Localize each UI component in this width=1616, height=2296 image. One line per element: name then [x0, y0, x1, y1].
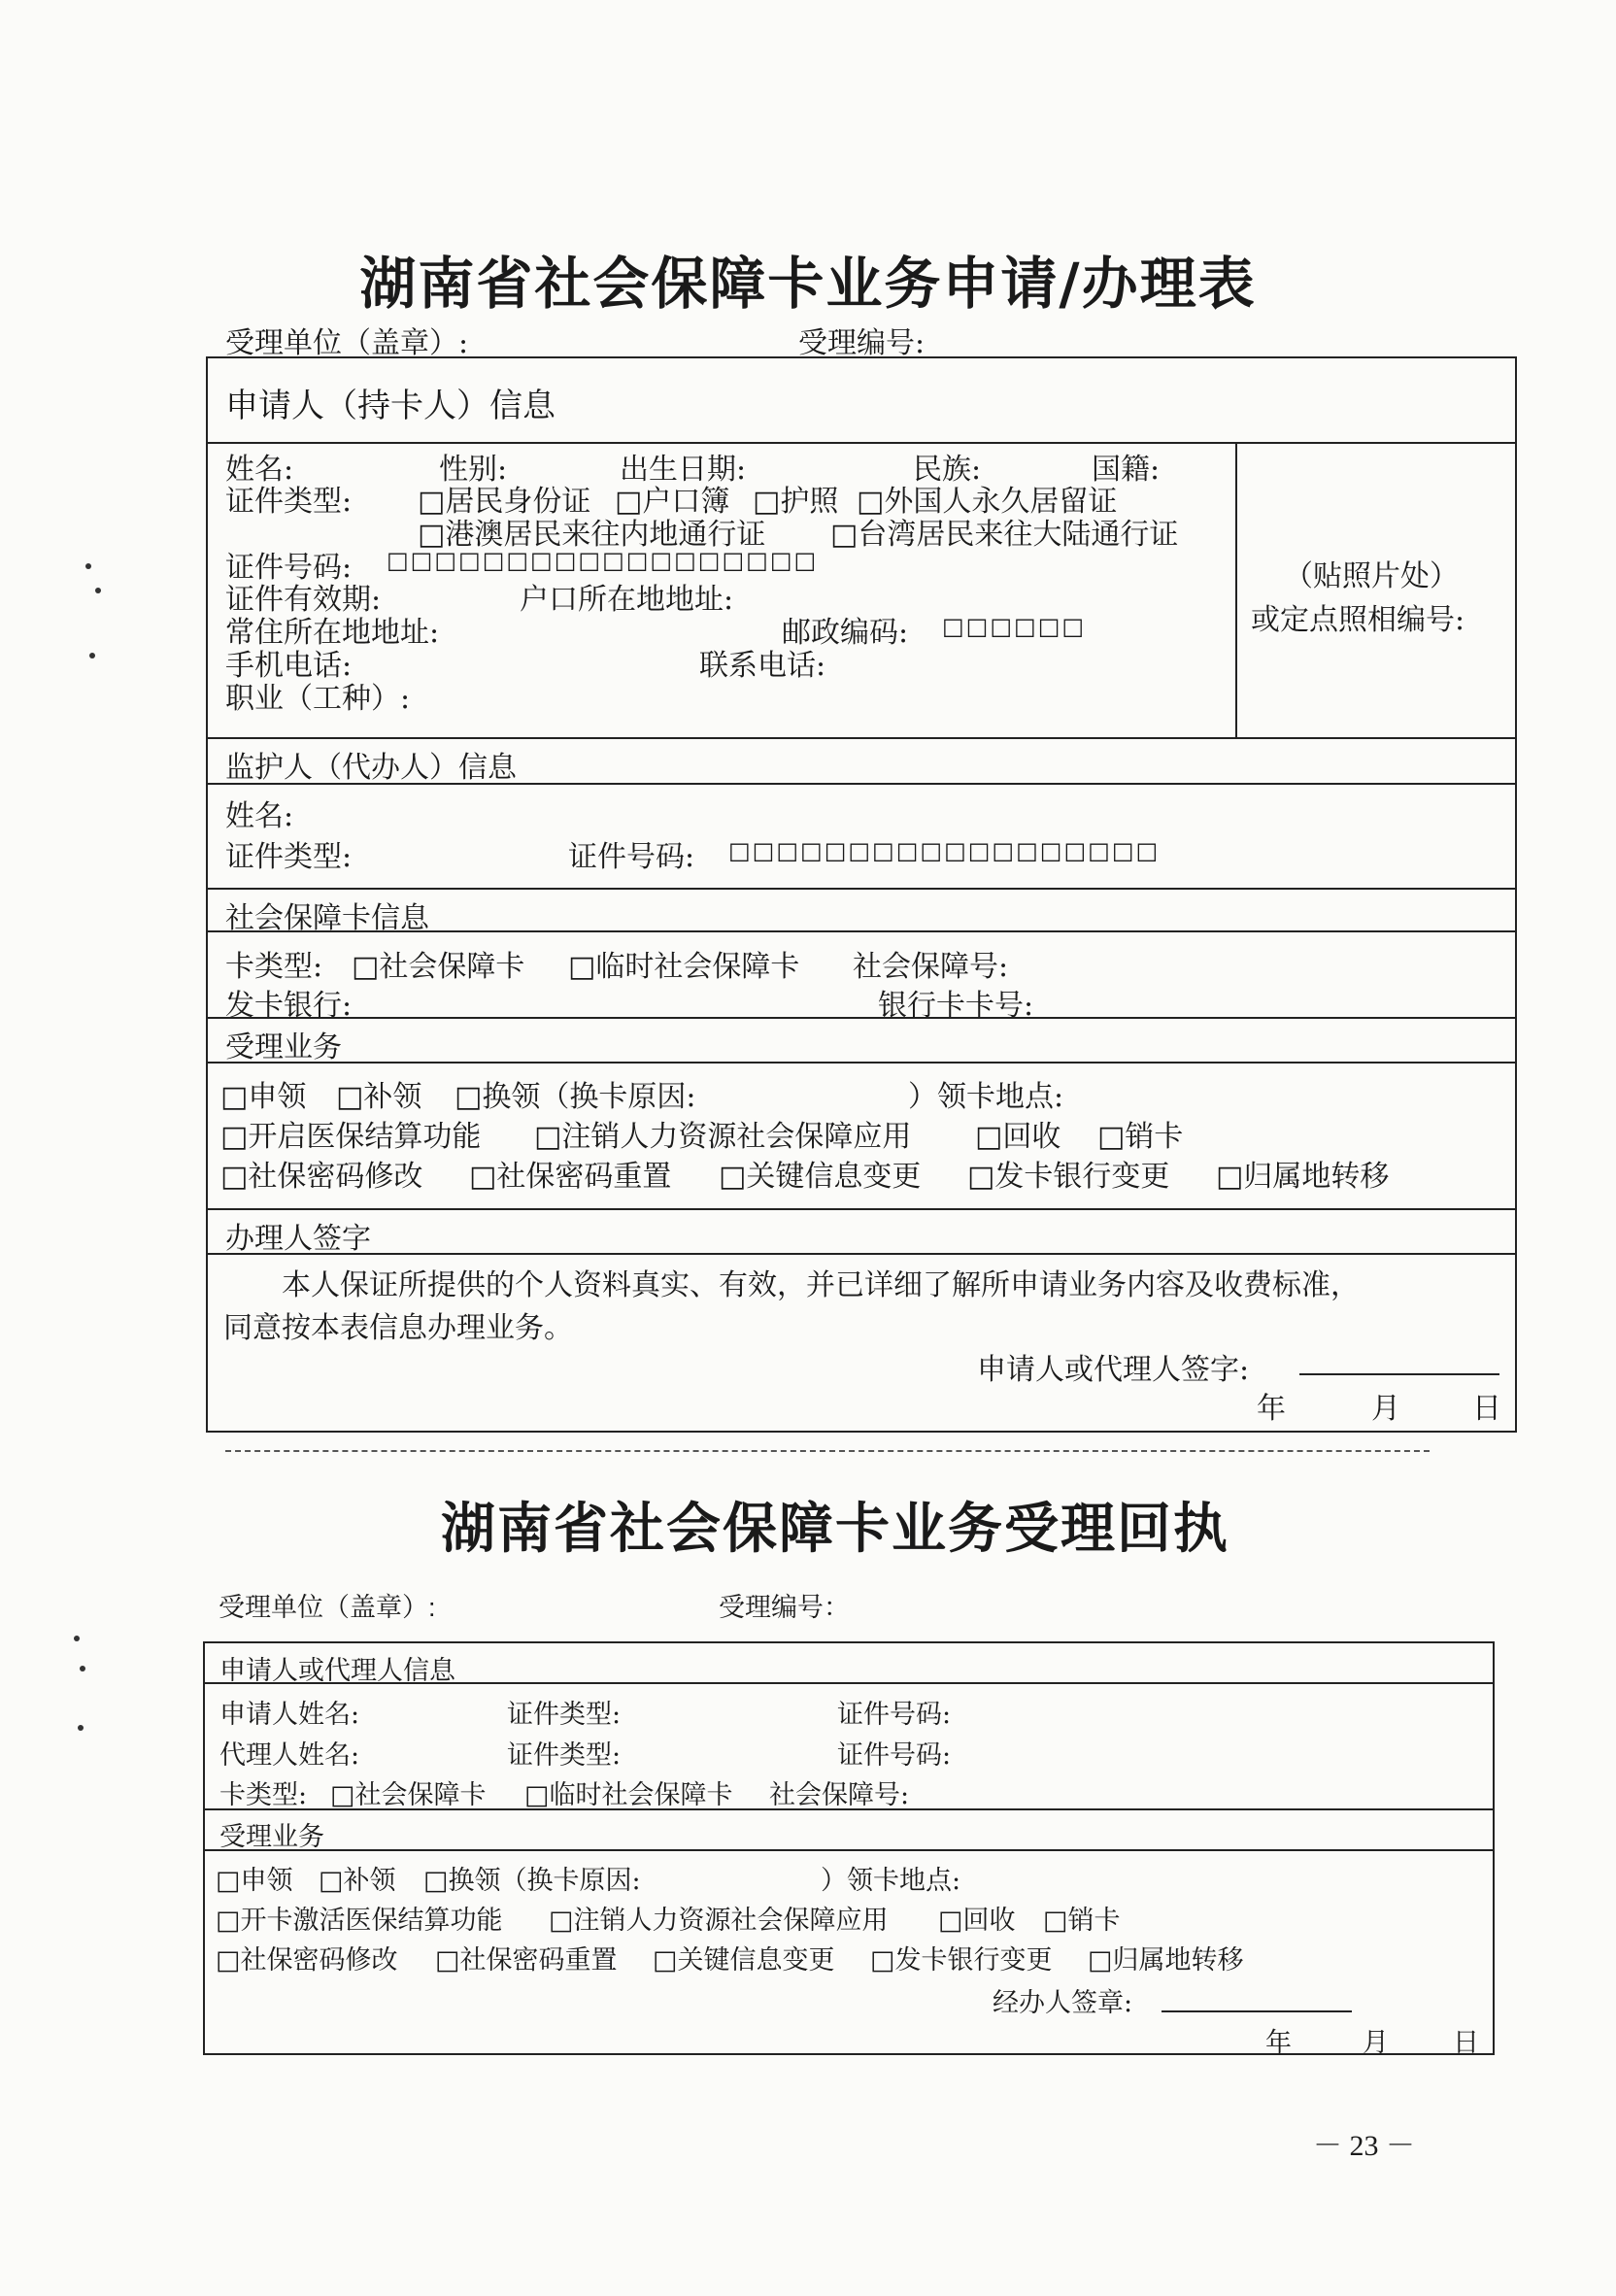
applicant-postcode-label: 邮政编码: [782, 616, 909, 650]
receipt-cancel-card-option[interactable]: □销卡 [1043, 1906, 1121, 1936]
receipt-reissue-option[interactable]: □补领 [319, 1866, 396, 1896]
bank-card-number-label: 银行卡卡号: [878, 989, 1034, 1023]
statement-line1: 本人保证所提供的个人资料真实、有效，并已详细了解所申请业务内容及收费标准， [282, 1268, 1360, 1302]
issuing-bank-label: 发卡银行: [225, 989, 353, 1023]
id-type-hukou-option[interactable]: □户口簿 [615, 485, 730, 519]
business-cancel-hr-option[interactable]: □注销人力资源社会保障应用 [534, 1120, 912, 1154]
applicant-idno-boxes[interactable]: □□□□□□□□□□□□□□□□□□ [387, 547, 819, 574]
receipt-agent-idtype-label: 证件类型: [507, 1740, 622, 1771]
binding-mark [85, 563, 91, 569]
business-recall-option[interactable]: □回收 [975, 1120, 1061, 1154]
receipt-accept-number-label: 受理编号： [719, 1593, 850, 1622]
receipt-apply-option[interactable]: □申领 [216, 1866, 293, 1896]
receipt-info-change-option[interactable]: □关键信息变更 [653, 1945, 835, 1975]
applicant-heading: 申请人（持卡人）信息 [225, 387, 556, 425]
form-title: 湖南省社会保障卡业务申请/办理表 [359, 251, 1257, 317]
card-type-label: 卡类型: [225, 950, 323, 984]
receipt-info-heading: 申请人或代理人信息 [219, 1656, 455, 1686]
receipt-applicant-idno-label: 证件号码: [837, 1700, 952, 1730]
guardian-name-label: 姓名: [225, 799, 294, 833]
guardian-idno-boxes[interactable]: □□□□□□□□□□□□□□□□□□ [728, 837, 1161, 864]
binding-mark [89, 653, 95, 658]
card-type-temporary-option[interactable]: □临时社会保障卡 [568, 950, 800, 984]
receipt-ss-number-label: 社会保障号: [769, 1780, 910, 1810]
business-reissue-option[interactable]: □补领 [336, 1080, 422, 1114]
id-type-taiwan-option[interactable]: □台湾居民来往大陆通行证 [830, 518, 1179, 552]
receipt-agent-name-label: 代理人姓名: [219, 1740, 360, 1771]
accept-number-label: 受理编号: [798, 326, 926, 360]
date-year-label: 年 [1257, 1392, 1286, 1426]
guardian-idtype-label: 证件类型: [225, 840, 353, 874]
accept-unit-label: 受理单位（盖章）: [225, 326, 469, 360]
divider [203, 1849, 1495, 1851]
card-type-social-option[interactable]: □社会保障卡 [352, 950, 525, 984]
id-type-passport-option[interactable]: □护照 [753, 485, 839, 519]
business-heading: 受理业务 [225, 1030, 342, 1064]
applicant-mobile-label: 手机电话: [225, 649, 353, 683]
receipt-bank-change-option[interactable]: □发卡银行变更 [870, 1945, 1053, 1975]
page-number: － 23 － [1313, 2130, 1415, 2162]
receipt-title: 湖南省社会保障卡业务受理回执 [441, 1497, 1229, 1561]
receipt-business-heading: 受理业务 [219, 1822, 324, 1852]
divider [206, 1017, 1517, 1019]
binding-mark [80, 1666, 85, 1671]
receipt-handler-signature-label: 经办人签章: [993, 1988, 1133, 2018]
receipt-activate-medical-option[interactable]: □开卡激活医保结算功能 [216, 1906, 503, 1936]
date-day-label: 日 [1472, 1392, 1501, 1426]
receipt-applicant-idtype-label: 证件类型: [507, 1700, 622, 1730]
binding-mark [78, 1725, 84, 1731]
applicant-phone-label: 联系电话: [699, 649, 826, 683]
applicant-idno-label: 证件号码: [225, 551, 353, 585]
photo-divider [1235, 442, 1237, 737]
applicant-nationality-label: 国籍: [1092, 453, 1161, 487]
business-enable-medical-option[interactable]: □开启医保结算功能 [220, 1120, 482, 1154]
receipt-card-type-label: 卡类型: [219, 1780, 308, 1810]
business-bank-change-option[interactable]: □发卡银行变更 [967, 1160, 1170, 1194]
business-info-change-option[interactable]: □关键信息变更 [719, 1160, 922, 1194]
card-heading: 社会保障卡信息 [225, 901, 429, 935]
receipt-card-temporary-option[interactable]: □临时社会保障卡 [524, 1780, 733, 1810]
applicant-birth-label: 出生日期: [620, 453, 747, 487]
social-security-number-label: 社会保障号: [853, 950, 1009, 984]
receipt-card-social-option[interactable]: □社会保障卡 [330, 1780, 487, 1810]
applicant-hukou-address-label: 户口所在地地址: [520, 583, 734, 617]
applicant-validity-label: 证件有效期: [225, 583, 382, 617]
business-apply-option[interactable]: □申领 [220, 1080, 307, 1114]
applicant-idtype-label: 证件类型: [225, 485, 353, 519]
photo-number-label: 或定点照相编号: [1251, 603, 1465, 637]
sign-heading: 办理人签字 [225, 1222, 371, 1256]
statement-line2: 同意按本表信息办理业务。 [223, 1311, 573, 1345]
receipt-pickup-location-label: ）领卡地点: [821, 1866, 961, 1896]
business-cancel-card-option[interactable]: □销卡 [1097, 1120, 1184, 1154]
business-transfer-option[interactable]: □归属地转移 [1216, 1160, 1390, 1194]
divider [206, 1253, 1517, 1255]
receipt-applicant-name-label: 申请人姓名: [219, 1700, 360, 1730]
business-replace-option[interactable]: □换领（换卡原因: [454, 1080, 696, 1114]
card-pickup-location-label: ）领卡地点: [908, 1080, 1064, 1114]
receipt-date-day-label: 日 [1453, 2028, 1479, 2058]
receipt-handler-signature-line[interactable] [1162, 2010, 1352, 2012]
photo-placeholder-label: （贴照片处） [1284, 559, 1459, 593]
receipt-password-reset-option[interactable]: □社保密码重置 [435, 1945, 618, 1975]
applicant-ethnicity-label: 民族: [913, 453, 982, 487]
applicant-gender-label: 性别: [439, 453, 508, 487]
binding-mark [74, 1636, 80, 1641]
receipt-agent-idno-label: 证件号码: [837, 1740, 952, 1771]
receipt-accept-unit-label: 受理单位（盖章）: [219, 1593, 436, 1622]
cut-line [225, 1450, 1430, 1452]
date-month-label: 月 [1371, 1392, 1400, 1426]
receipt-password-change-option[interactable]: □社保密码修改 [216, 1945, 398, 1975]
applicant-name-label: 姓名: [225, 453, 294, 487]
divider [206, 1062, 1517, 1064]
id-type-hk-macau-option[interactable]: □港澳居民来往内地通行证 [418, 518, 766, 552]
business-password-change-option[interactable]: □社保密码修改 [220, 1160, 423, 1194]
receipt-date-month-label: 月 [1363, 2028, 1389, 2058]
id-type-resident-card-option[interactable]: □居民身份证 [418, 485, 591, 519]
receipt-transfer-option[interactable]: □归属地转移 [1088, 1945, 1244, 1975]
guardian-idno-label: 证件号码: [568, 840, 695, 874]
applicant-signature-label: 申请人或代理人签字: [977, 1353, 1250, 1387]
applicant-postcode-boxes[interactable]: □□□□□□ [942, 613, 1087, 640]
receipt-recall-option[interactable]: □回收 [938, 1906, 1016, 1936]
signature-line[interactable] [1299, 1373, 1499, 1375]
id-type-foreign-residence-option[interactable]: □外国人永久居留证 [857, 485, 1118, 519]
divider [206, 442, 1517, 444]
applicant-occupation-label: 职业（工种）: [225, 682, 411, 716]
guardian-heading: 监护人（代办人）信息 [225, 751, 517, 785]
divider [206, 1208, 1517, 1210]
divider [206, 737, 1517, 739]
binding-mark [95, 588, 101, 593]
receipt-replace-option[interactable]: □换领（换卡原因: [423, 1866, 641, 1896]
receipt-date-year-label: 年 [1265, 2028, 1292, 2058]
business-password-reset-option[interactable]: □社保密码重置 [469, 1160, 672, 1194]
applicant-residence-label: 常住所在地地址: [225, 616, 440, 650]
receipt-cancel-hr-option[interactable]: □注销人力资源社会保障应用 [549, 1906, 889, 1936]
divider [206, 888, 1517, 890]
